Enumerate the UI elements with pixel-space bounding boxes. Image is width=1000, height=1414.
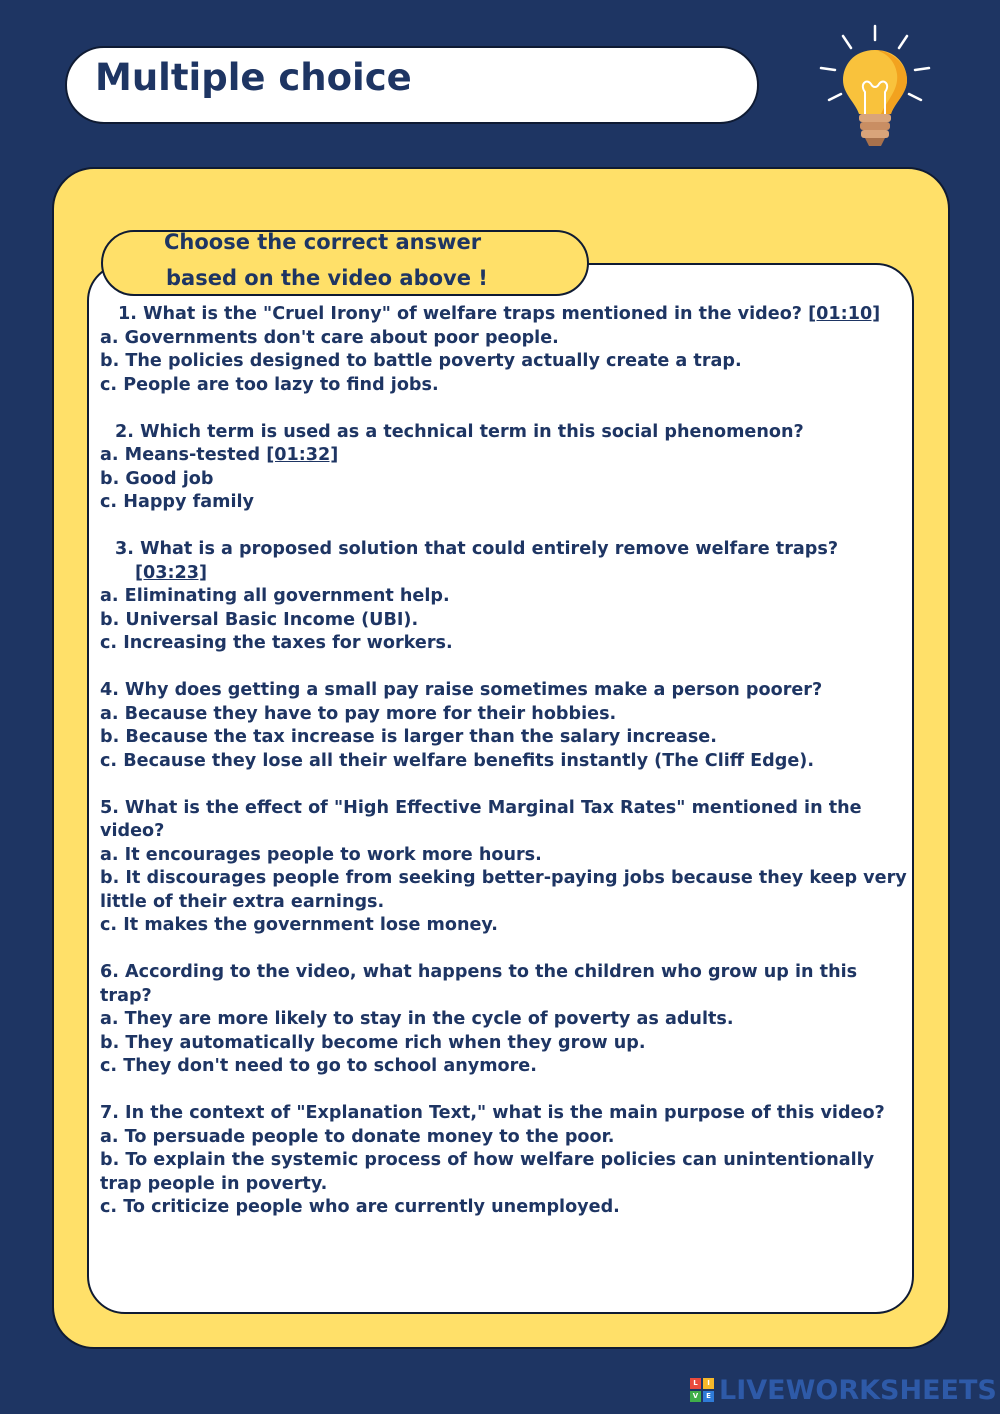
- option-6c[interactable]: c. They don't need to go to school anymore.: [100, 1056, 537, 1076]
- option-4b[interactable]: b. Because the tax increase is larger than the salary increase.: [100, 727, 717, 747]
- logo-letter: I: [703, 1378, 714, 1389]
- option-4c[interactable]: c. Because they lose all their welfare benefits instantly (The Cliff Edge).: [100, 750, 815, 771]
- question-number: 2.: [115, 421, 134, 442]
- liveworksheets-logo[interactable]: [690, 1376, 997, 1404]
- option-1a[interactable]: a. Governments don't care about poor people.: [100, 327, 559, 348]
- option-text: a. Means-tested: [100, 445, 261, 465]
- timestamp-link[interactable]: [03:23]: [135, 562, 208, 583]
- option-2b[interactable]: b. Good job: [100, 468, 214, 489]
- option-7b[interactable]: b. To explain the systemic process of how welfare policies can unintentionally trap people in poverty.: [100, 1150, 875, 1194]
- page-title: Multiple choice: [95, 56, 412, 99]
- option-7a[interactable]: a. To persuade people to donate money to the poor.: [100, 1126, 615, 1147]
- timestamp-link[interactable]: [01:32]: [266, 445, 339, 465]
- timestamp-link[interactable]: [01:10]: [808, 304, 881, 324]
- question-1: [100, 303, 912, 327]
- question-list: [100, 303, 912, 1220]
- option-3b[interactable]: b. Universal Basic Income (UBI).: [100, 609, 419, 630]
- question-text: What is a proposed solution that could entirely remove welfare traps?: [140, 539, 839, 559]
- option-3a[interactable]: a. Eliminating all government help.: [100, 586, 450, 606]
- option-1c[interactable]: c. People are too lazy to find jobs.: [100, 374, 439, 395]
- question-6: 6. According to the video, what happens to the children who grow up in this trap?: [100, 962, 858, 1006]
- title-pill: [65, 46, 759, 124]
- instruction-line-1: Choose the correct answer: [164, 230, 482, 254]
- logo-squares-icon: [690, 1378, 714, 1402]
- question-3: [100, 538, 912, 562]
- question-5: 5. What is the effect of "High Effective Marginal Tax Rates" mentioned in the video?: [100, 797, 862, 841]
- logo-letter: E: [703, 1391, 714, 1402]
- option-1b[interactable]: b. The policies designed to battle poverty actually create a trap.: [100, 351, 742, 371]
- option-2a[interactable]: [100, 444, 912, 468]
- question-7: 7. In the context of "Explanation Text," what is the main purpose of this video?: [100, 1103, 885, 1123]
- question-number: 1.: [118, 304, 137, 324]
- option-4a[interactable]: a. Because they have to pay more for their hobbies.: [100, 703, 617, 724]
- option-5a[interactable]: a. It encourages people to work more hours.: [100, 844, 542, 865]
- option-7c[interactable]: c. To criticize people who are currently unemployed.: [100, 1197, 620, 1217]
- logo-letter: L: [690, 1378, 701, 1389]
- question-3-timestamp-line: [100, 562, 912, 586]
- option-3c[interactable]: c. Increasing the taxes for workers.: [100, 633, 453, 653]
- option-6a[interactable]: a. They are more likely to stay in the cycle of poverty as adults.: [100, 1009, 734, 1029]
- option-6b[interactable]: b. They automatically become rich when they grow up.: [100, 1032, 646, 1053]
- logo-letter: V: [690, 1391, 701, 1402]
- question-4: 4. Why does getting a small pay raise sometimes make a person poorer?: [100, 680, 823, 700]
- option-5c[interactable]: c. It makes the government lose money.: [100, 915, 498, 935]
- lightbulb-icon: [815, 22, 935, 154]
- question-number: 3.: [115, 539, 134, 559]
- question-2: [100, 421, 912, 445]
- question-text: What is the "Cruel Irony" of welfare traps mentioned in the video?: [143, 304, 802, 324]
- option-2c[interactable]: c. Happy family: [100, 492, 255, 512]
- logo-text: LIVEWORKSHEETS: [719, 1374, 997, 1406]
- option-5b[interactable]: b. It discourages people from seeking better-paying jobs because they keep very little of their extra earnings.: [100, 868, 907, 912]
- instruction-line-2: based on the video above !: [166, 266, 488, 290]
- question-text: Which term is used as a technical term in this social phenomenon?: [140, 421, 804, 442]
